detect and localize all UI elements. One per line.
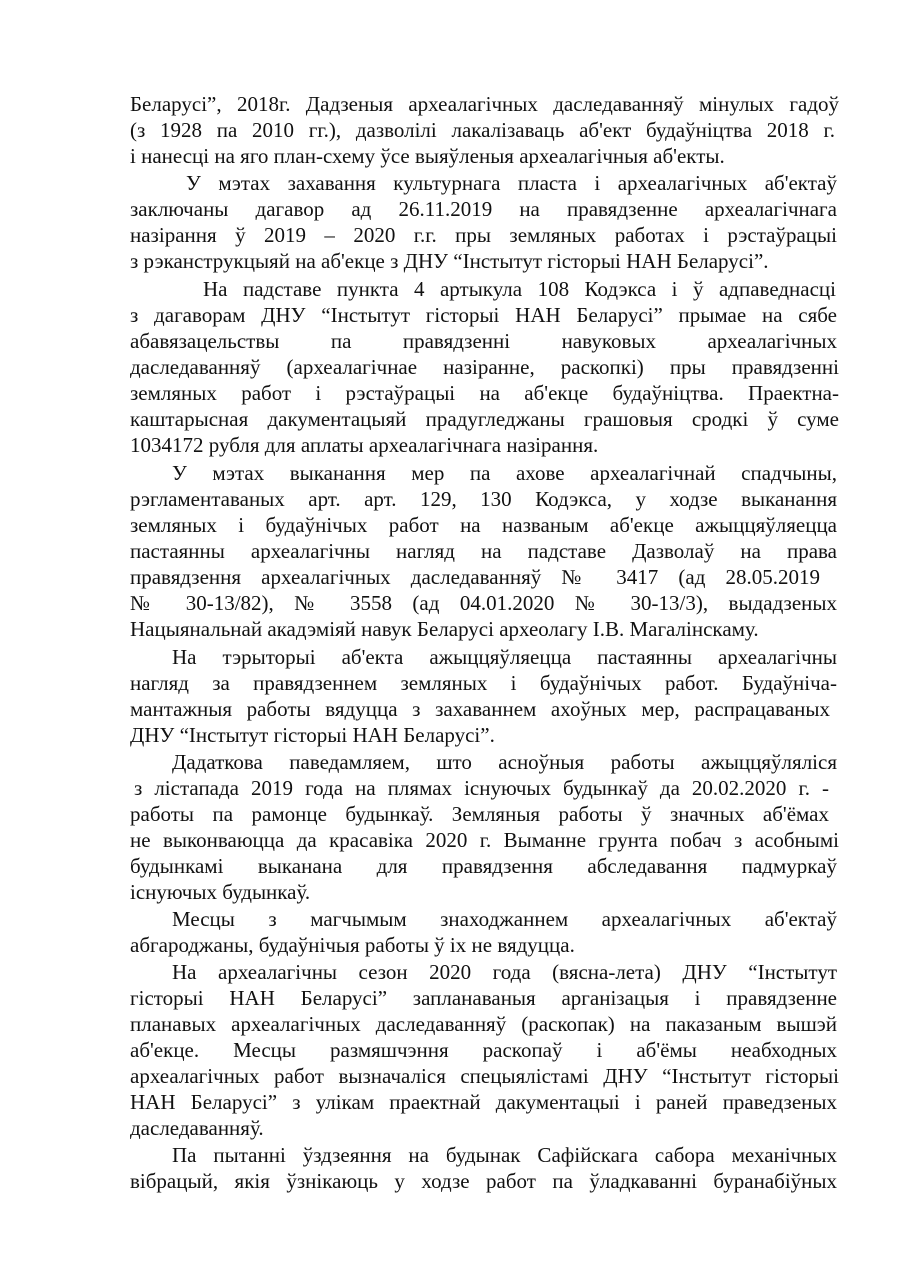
text-line: рэгламентаваных арт. арт. 129, 130 Кодэкса, у ходзе выканання [130,487,837,511]
text-line: земляных работ і рэстаўрацыі на аб'екце будаўніцтва. Праектна- [130,381,839,405]
text-line: Нацыянальнай акадэміяй навук Беларусі археолагу І.В. Магалінскаму. [130,617,759,641]
text-line: аб'екце. Месцы размяшчэння раскопаў і аб'ёмы неабходных [130,1038,837,1062]
text-line: з дагаворам ДНУ “Інстытут гісторыі НАН Беларусі” прымае на сябе [130,303,837,327]
text-line: На падставе пункта 4 артыкула 108 Кодэкса і ў адпаведнасці [203,277,836,301]
text-line: існуючых будынкаў. [130,880,311,904]
text-line: з рэканструкцыяй на аб'екце з ДНУ “Інстытут гісторыі НАН Беларусі”. [130,249,769,273]
text-line: абгароджаны, будаўнічыя работы ў іх не вядуцца. [130,933,575,957]
text-line: і нанесці на яго план-схему ўсе выяўленыя археалагічныя аб'екты. [130,144,725,168]
text-line: НАН Беларусі” з улікам праектнай дакументацыі і раней праведзеных [130,1090,837,1114]
text-line: абавязацельствы па правядзенні навуковых археалагічных [130,329,837,353]
text-line: Месцы з магчымым знаходжаннем археалагічных аб'ектаў [172,907,837,931]
text-line: работы па рамонце будынкаў. Земляныя работы ў значных аб'ёмах [130,802,829,826]
text-line: гісторыі НАН Беларусі” запланаваныя арганізацыя і правядзенне [130,986,837,1010]
text-line: № 30-13/82), № 3558 (ад 04.01.2020 № 30-13/3), выдадзеных [130,591,837,615]
text-line: археалагічных работ вызначаліся спецыялістамі ДНУ “Інстытут гісторыі [130,1064,839,1088]
text-line: заключаны дагавор ад 26.11.2019 на правядзенне археалагічнага [130,197,837,221]
text-line: правядзення археалагічных даследаванняў № 3417 (ад 28.05.2019 [130,565,820,589]
text-line: будынкамі выканана для правядзення абследавання падмуркаў [130,854,837,878]
text-line: На тэрыторыі аб'екта ажыццяўляецца пастаянны археалагічны [172,645,837,669]
text-line: (з 1928 па 2010 гг.), дазволілі лакалізаваць аб'ект будаўніцтва 2018 г. [130,118,835,142]
text-line: планавых археалагічных даследаванняў (раскопак) на паказаным вышэй [130,1012,837,1036]
text-line: У мэтах захавання культурнага пласта і археалагічных аб'ектаў [186,171,837,195]
text-line: даследаванняў. [130,1116,264,1140]
text-line: земляных і будаўнічых работ на названым аб'екце ажыццяўляецца [130,513,837,537]
text-line: Па пытанні ўздзеяння на будынак Сафійскага сабора механічных [172,1143,837,1167]
text-line: нагляд за правядзеннем земляных і будаўнічых работ. Будаўніча- [130,671,837,695]
text-line: не выконваюцца да красавіка 2020 г. Выманне грунта побач з асобнымі [130,828,839,852]
text-line: даследаванняў (археалагічнае назіранне, раскопкі) пры правядзенні [130,355,839,379]
text-line: мантажныя работы вядуцца з захаваннем ахоўных мер, распрацаваных [130,697,830,721]
text-line: вібрацый, якія ўзнікаюць у ходзе работ па ўладкаванні буранабіўных [130,1169,837,1193]
text-line: пастаянны археалагічны нагляд на падставе Дазволаў на права [130,539,837,563]
text-line: 1034172 рубля для аплаты археалагічнага назірання. [130,433,599,457]
text-line: з лістапада 2019 года на плямах існуючых будынкаў да 20.02.2020 г. - [134,776,829,800]
text-line: каштарысная дакументацыяй прадугледжаны грашовыя сродкі ў суме [130,407,839,431]
text-line: Дадаткова паведамляем, што асноўныя работы ажыццяўляліся [172,750,837,774]
text-line: ДНУ “Інстытут гісторыі НАН Беларусі”. [130,723,495,747]
text-line: назірання ў 2019 – 2020 г.г. пры земляных работах і рэстаўрацыі [130,223,837,247]
text-line: На археалагічны сезон 2020 года (вясна-лета) ДНУ “Інстытут [172,960,837,984]
text-line: Беларусі”, 2018г. Дадзеныя археалагічных даследаванняў мінулых гадоў [130,92,839,116]
text-line: У мэтах выканання мер па ахове археалагічнай спадчыны, [172,461,837,485]
